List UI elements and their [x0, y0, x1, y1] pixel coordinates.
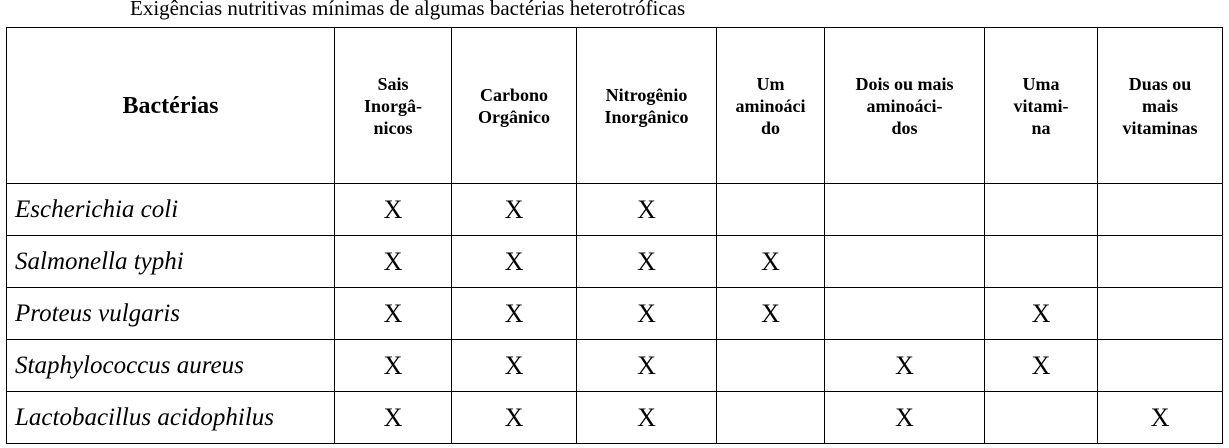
bacteria-name: Proteus vulgaris	[7, 288, 335, 340]
header-line: vitaminas	[1122, 117, 1198, 138]
table-cell: X	[717, 288, 825, 340]
table-cell: X	[577, 288, 717, 340]
table-cell: X	[717, 236, 825, 288]
header-line: aminoáci	[735, 95, 806, 116]
header-line: aminoáci-	[866, 95, 943, 116]
table-cell: X	[1098, 392, 1223, 444]
header-uma-vitamina	[985, 28, 1098, 184]
table-cell	[825, 288, 985, 340]
header-line: Orgânico	[478, 106, 550, 127]
header-carbono-organico	[452, 28, 577, 184]
table-cell	[985, 392, 1098, 444]
table-cell	[1098, 340, 1223, 392]
header-dois-ou-mais-aminoacidos	[825, 28, 985, 184]
table-cell	[985, 184, 1098, 236]
table-cell	[717, 392, 825, 444]
table-cell: X	[452, 236, 577, 288]
table-cell: X	[577, 340, 717, 392]
header-um-aminoacido	[717, 28, 825, 184]
header-nitrogenio-inorganico	[577, 28, 717, 184]
header-line: Inorgânico	[604, 106, 689, 127]
header-sais-inorganicos	[335, 28, 452, 184]
table-cell	[717, 340, 825, 392]
header-line: dos	[891, 117, 918, 138]
table-cell	[1098, 236, 1223, 288]
bacteria-name: Lactobacillus acidophilus	[7, 392, 335, 444]
header-line: do	[760, 117, 780, 138]
table-cell	[825, 236, 985, 288]
table-cell: X	[452, 184, 577, 236]
table-cell: X	[452, 340, 577, 392]
table-cell	[1098, 288, 1223, 340]
table-cell: X	[825, 392, 985, 444]
table-cell: X	[335, 392, 452, 444]
header-line: Um	[756, 73, 785, 94]
header-row	[7, 28, 1223, 184]
table-row	[7, 236, 1223, 288]
table-cell: X	[335, 184, 452, 236]
header-line: Duas ou	[1128, 73, 1192, 94]
table-cell	[825, 184, 985, 236]
table-cell	[985, 236, 1098, 288]
table-cell: X	[452, 392, 577, 444]
table-row	[7, 340, 1223, 392]
header-bacterias: Bactérias	[7, 28, 335, 184]
table-caption: Exigências nutritivas mínimas de algumas bactérias heterotróficas	[130, 0, 686, 20]
header-line: vitami-	[1013, 95, 1069, 116]
header-line: Sais	[377, 73, 409, 94]
table-cell: X	[985, 340, 1098, 392]
table-cell: X	[452, 288, 577, 340]
header-line: na	[1031, 117, 1051, 138]
bacteria-name: Escherichia coli	[7, 184, 335, 236]
table-row	[7, 392, 1223, 444]
header-line: nicos	[373, 117, 413, 138]
table-cell	[717, 184, 825, 236]
header-line: Uma	[1022, 73, 1060, 94]
table-cell	[1098, 184, 1223, 236]
table-row	[7, 288, 1223, 340]
bacteria-name: Staphylococcus aureus	[7, 340, 335, 392]
header-line: Dois ou mais	[855, 73, 954, 94]
header-line: Carbono	[479, 84, 548, 105]
header-line: Nitrogênio	[605, 84, 688, 105]
table-cell: X	[577, 392, 717, 444]
table-cell: X	[335, 236, 452, 288]
table-cell: X	[577, 184, 717, 236]
bacteria-name: Salmonella typhi	[7, 236, 335, 288]
table-cell: X	[335, 288, 452, 340]
table-cell: X	[985, 288, 1098, 340]
table-cell: X	[577, 236, 717, 288]
header-duas-ou-mais-vitaminas	[1098, 28, 1223, 184]
nutrition-table	[6, 27, 1223, 444]
table-cell: X	[335, 340, 452, 392]
header-line: mais	[1142, 95, 1178, 116]
table-cell: X	[825, 340, 985, 392]
header-line: Inorgâ-	[364, 95, 422, 116]
table-row	[7, 184, 1223, 236]
